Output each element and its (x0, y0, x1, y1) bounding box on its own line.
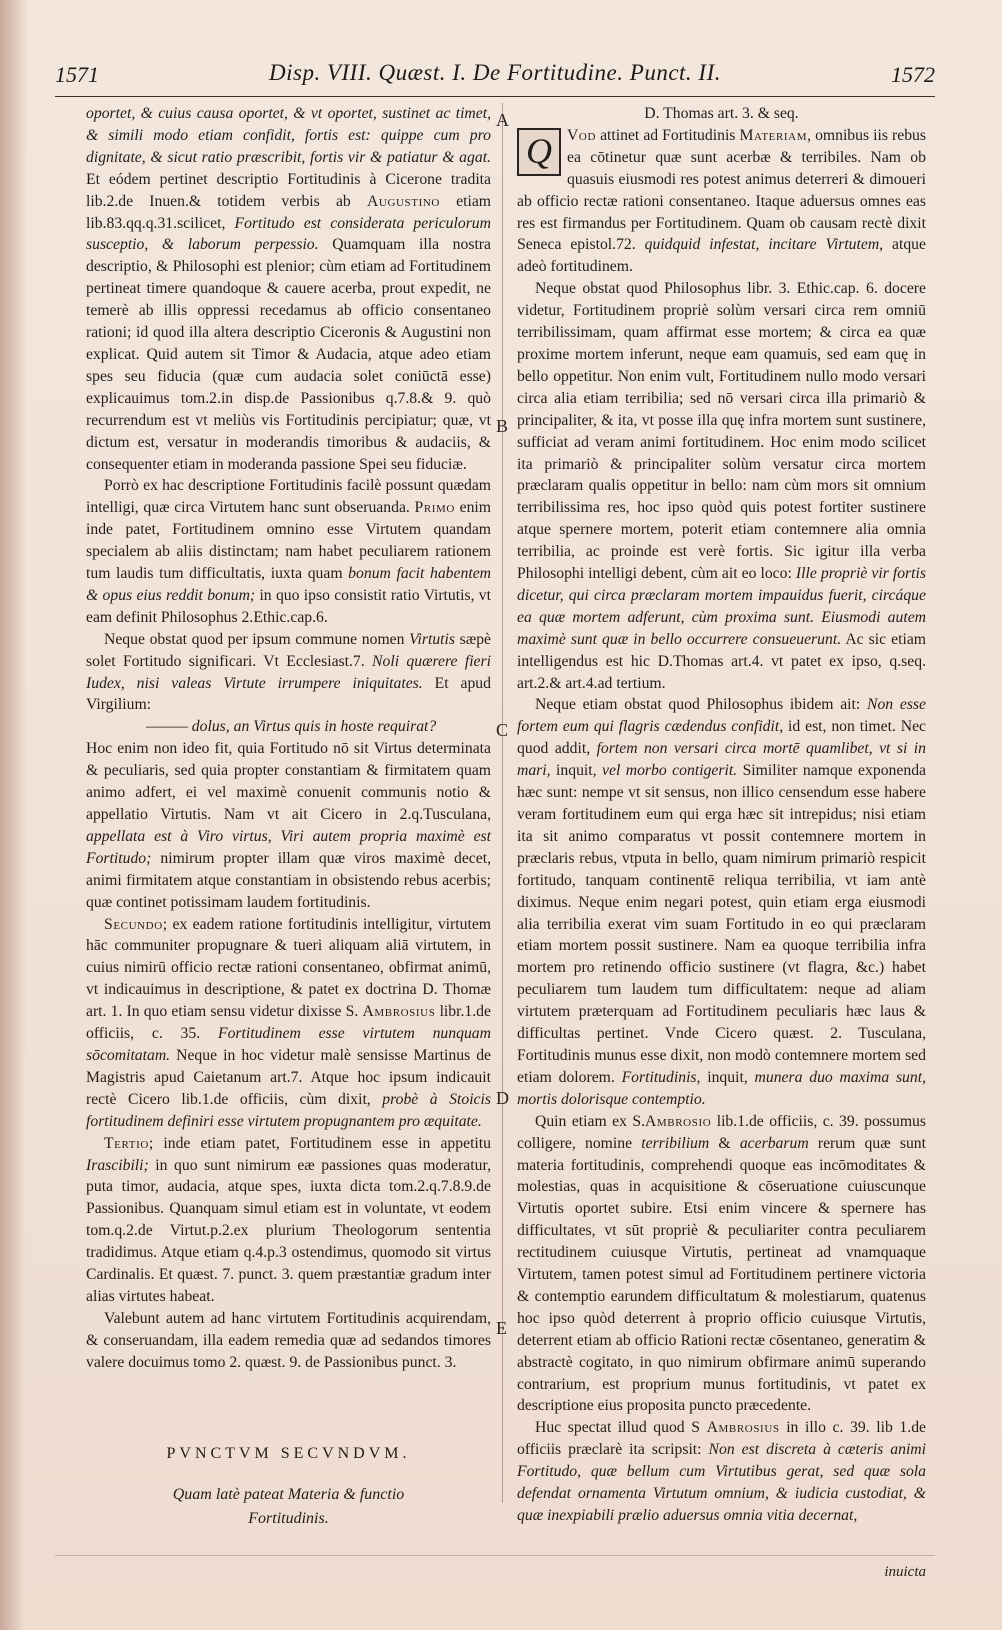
body-text: , omnibus iis rebus ea cōtinetur quæ sunt acerbæ & terribiles. Nam ob quasuis eiusmodi res potest animus deterreri & dimoueri ab officio rectæ rationi consentaneo. Itaque aduersus omnes eas res est firmandus per Fortitudinem. Quam ob causam rectè dixit Seneca epistol.72. (517, 126, 926, 254)
quote-text: vel morbo contigerit. (602, 762, 738, 780)
quote-text: appellata est à Viro virtus, Viri autem propria maximè est Fortitudo; (86, 827, 491, 867)
running-header (55, 58, 935, 94)
paragraph-r5 (517, 1417, 926, 1527)
left-column (86, 103, 491, 1374)
column-divider (502, 103, 503, 1503)
ordinal-word: Primo (414, 499, 455, 517)
margin-letter-a: A (496, 110, 509, 130)
quote-text: Non esse fortem eum qui flagris cædendus confidit, (517, 696, 926, 736)
page-gutter-shadow (0, 0, 26, 1630)
body-text: in illo c. 39. lib 1.de officiis præclarè ita scripsit: (517, 1419, 926, 1459)
author-name: Ambrosius (362, 1003, 436, 1021)
paragraph-4 (86, 738, 491, 913)
keyword: Materiam (739, 126, 808, 144)
body-text: Neque in hoc videtur malè sensisse Martinus de Magistris apud Caietanum art.7. Atque hoc ipsum indicauit rectè Cicero lib.1.de officiis, cùm dixit, (86, 1046, 491, 1108)
paragraph-5 (86, 914, 491, 1133)
body-text: nimirum propter illam quæ viros maximè decet, animi firmitatem atque constantiam in obsistendo rebus acerbis; quæ continet potissimam laudem fortitudinis. (86, 849, 491, 911)
body-text: rerum quæ sunt materia fortitudinis, comprehendi quoque eas incōmoditates & molestias, quas in acquisitione & cōseruatione cuiuscunque Virtutis oportet subire. Etsi enim vincere & spernere has difficultates, vt sūt propriè & peculiariter contra peculiarem rectitudinem cuiusque Virtutis, pertineat ad vnamquaque Virtutem, tamen potest simul ad Fortitudinem pertinere victoria & contemptio earundem difficultatum & molestiarum, quatenus hoc ipso quòd deterrent à proprio officio cuiusque Virtutis, deterrent etiam ab officio Rationi rectæ cōsentaneo, generatim & abstractè cogitato, in quo nimirum obfirmare animū superando contrarium, est proprium munus fortitudinis, vt patet ex descriptione eius proposita puncto præcedente. (517, 1134, 927, 1415)
body-text: etiam lib.83.qq.q.31.scilicet, (86, 192, 491, 232)
header-title: Disp. VIII. Quæst. I. De Fortitudine. Punct. II. (269, 60, 721, 85)
body-text: Neque obstat quod Philosophus libr. 3. Ethic.cap. 6. docere videtur, Fortitudinem propriè solùm versari circa rem omniū terribilissimam, quam affirmat esse mortem; & circa ea quæ proxime mortem inferunt, neque eam quamuis, sed eam quę in bello oppetitur. Non enim vult, Fortitudinem nullo modo versari circa alia etiam terribilia; sed nō versari circa illa primariò & principaliter, & ita, vt posse illa quę infra mortem sunt sustinere, sufficiat ad veram animi fortitudinem. Hoc enim modo scilicet ita primariò & principaliter solùm versatur circa mortem præclaram qualis oppetitur in bello: nam cùm mors sit omnium terribilissima res, hoc ipso quòd quis potest fortiter sustinere atque spernere mortem, poterit etiam contemnere alia omnia terribilia, ac proinde est verè fortis. Sic igitur illa verba Philosophi intelligi debent, cùm ait eo loco: (517, 280, 926, 583)
paragraph-r1 (517, 125, 926, 278)
author-name: Augustino (366, 192, 440, 210)
body-text: ; inde etiam patet, Fortitudinem esse in appetitu (148, 1134, 491, 1152)
body-text: inquit, (550, 762, 603, 780)
body-text: Hoc enim non ideo fit, quia Fortitudo nō sit Virtus determinata & peculiaris, sed quia propter constantiam & firmitatem quam animo adfert, ei vel maximè conuenit communis notio & appellatio Virtutis. Nam vt ait Cicero in 2.q.Tusculana, (86, 740, 491, 823)
section-subtitle-line-2: Fortitudinis. (248, 1510, 329, 1527)
section-heading: PVNCTVM SECVNDVM. (166, 1445, 411, 1462)
body-text: Neque etiam obstat quod Philosophus ibidem ait: (535, 696, 867, 714)
reference-line: D. Thomas art. 3. & seq. (644, 105, 799, 122)
quote-text: quidquid infestat, incitare Virtutem (644, 236, 880, 254)
margin-letter-d: D (496, 1088, 509, 1108)
body-text: Similiter namque exponenda hæc sunt: nempe vt sit sensus, non illico censendum esse habere veram fortitudinem eum qui erga hæc sit intrepidus; nisi etiam ita sit animo comparatus vt possit contemnere mortem in præclaris rebus, vtputa in bello, quam nimirum primariò respicit fortitudo, tanquam continentē reliqua terribilia, vt iam antè diximus. Neque enim negari potest, quin etiam erga eiusmodi alia terribilia exerat vim suam Fortitudo in eo qui præclaram etiam mortem possit sustinere. Nam ea quoque terribilia infra mortem pro retinendo officio sustinere (vt flagra, &c.) habet peculiarem tum laudem tum difficultatem: neque ad aliam virtutem præterquam ad Fortitudinem peculiaris hæc laus & difficultas pertinet. Vnde Cicero quæst. 2. Tusculana, Fortitudinis munus esse dixit, non modò contemnere mortem sed etiam dolorem. (517, 762, 926, 1086)
body-text: enim inde patet, Fortitudinem omnino esse Virtutem quandam specialem ab aliis distinctam; nam habet peculiarem rationem tum laudis tum difficultatis, iuxta quam (86, 499, 491, 583)
body-text: lib.1.de officiis, c. 39. possumus colligere, nomine (517, 1112, 926, 1152)
opening-word: Vod (567, 126, 597, 144)
page-number-right: 1572 (891, 62, 935, 87)
paragraph-3 (86, 629, 491, 717)
margin-letter-c: C (496, 720, 509, 740)
body-text: Et apud Virgilium: (86, 674, 491, 714)
quote-text: fortem non versari circa mortē quamlibet, vt si in mari, (517, 740, 926, 780)
body-text: in quo sunt nimirum eæ passiones quas moderatur, puta timor, audacia, atque spes, iuxta dicta tom.2.q.7.8.9.de Passionibus. Quanquam simul etiam est in voluntate, vt eodem tom.q.2.de Virtut.p.2.ex plurium Theologorum sententia tradidimus. Atque etiam q.4.p.3 ostendimus, quomodo sit virtus Cardinalis. Et quæst. 7. punct. 3. quem præstantiæ gradum inter alias virtutes habeat. (86, 1156, 491, 1305)
ordinal-word: Secundo (104, 915, 163, 933)
paragraph-2 (86, 475, 491, 628)
quote-text: Virtutis (409, 630, 455, 648)
quote-text: Fortitudinis (621, 1068, 697, 1086)
body-text: , atque adeò fortitudinem. (517, 236, 926, 276)
quote-text: Irascibili; (86, 1156, 149, 1174)
paragraph-r4 (517, 1111, 926, 1418)
body-text: libr.1.de officiis, c. 35. (86, 1003, 491, 1043)
body-text: ; ex eadem ratione fortitudinis intelligitur, virtutem hāc communiter propugnare & tueri aliquam aliā virtutem, in cuius nimirū officio rectæ rationi consentaneo, obfirmat animū, vt indicauimus in descriptione, & patet ex doctrina D. Thomæ art. 1. In quo etiam sensu videtur dixisse S. (86, 915, 491, 1021)
body-text: Neque obstat quod per ipsum commune nomen (104, 630, 410, 648)
quote-text: munera duo maxima sunt, mortis dolorisque contemptio. (517, 1068, 927, 1108)
section-subtitle (86, 1483, 491, 1531)
margin-letter-e: E (496, 1318, 507, 1338)
ordinal-word: Tertio (104, 1134, 149, 1152)
drop-cap-initial: Q (517, 128, 561, 176)
body-text: sæpè solet Fortitudo significari. Vt Ecclesiast.7. (86, 630, 491, 670)
body-text: Quin etiam ex S. (535, 1112, 645, 1130)
body-text: & (709, 1134, 740, 1152)
quote-text: terribilium (641, 1134, 710, 1152)
quote-text: Fortitudo est considerata periculorum susceptio, & laborum perpessio. (86, 214, 491, 254)
section-subtitle-line-1: Quam latè pateat Materia & functio (172, 1486, 405, 1503)
catchword: inuicta (884, 1564, 926, 1580)
body-text: , inquit, (696, 1068, 755, 1086)
paragraph-6 (86, 1133, 491, 1308)
author-name: Ambrosio (645, 1112, 712, 1130)
body-text: id est, non timet. Nec quod addit, (517, 718, 926, 758)
page-number-left: 1571 (55, 62, 99, 87)
margin-letter-b: B (496, 416, 509, 436)
quote-text: probè à Stoicis fortitudinem definiri esse virtutem propugnantem pro æquitate. (86, 1090, 491, 1130)
body-text: Ac sic etiam intelligendus est hic D.Thomas art.4. vt patet ex ipso, q.seq. art.2.& art.4.ad tertium. (517, 630, 926, 692)
author-name: Ambrosius (706, 1419, 780, 1437)
quote-text: oportet, & cuius causa oportet, & vt oportet, sustinet ac timet, & simili modo etiam confidit, fortis est: quippe cum pro dignitate, & sicut ratio præscribit, fortis vir & patiatur & agat. (86, 105, 491, 166)
quote-text: bonum facit habentem & opus eius reddit bonum; (86, 565, 491, 604)
body-text: in quo ipso consistit ratio Virtutis, vt eam definit Philosophus 2.Ethic.cap.6. (86, 586, 491, 626)
paragraph-r3 (517, 694, 926, 1110)
paragraph-7: Valebunt autem ad hanc virtutem Fortitudinis acquirendam, & conseruandam, illa eadem remedia quæ ad sedandos timores valere docuimus tomo 2. quæst. 9. de Passionibus punct. 3. (86, 1309, 491, 1371)
body-text: Quamquam illa nostra descriptio, & Philosophi est plenior; cùm etiam ad Fortitudinem pertineat timere quandoque & cauere acerba, prout expedit, ne temerè ab illis oppressi recedamus ab officio consentaneo rationi; id quod illa altera descriptio Ciceronis & Augustini non explicat. Quid autem sit Timor & Audacia, atque adeo etiam spes seu fiducia (quæ cum audacia solet coniūctā esse) explicauimus tom.2.in disp.de Passionibus q.7.8.& 9. quò recurrendum est vt meliùs vis Fortitudinis percipiatur; quæ, vt dictum est, versatur in moderandis timoribus & audaciis, & consequenter etiam in moderanda passione Spei seu fiduciæ. (86, 236, 491, 473)
right-column (517, 103, 926, 1527)
quote-text: Ille propriè vir fortis dicetur, qui circa præclaram mortem impauidus fuerit, circáque ea quæ mortem adferunt, cùm proxima sunt. Eiusmodi autem maximè sunt quæ in bello occurrere consueuerunt. (517, 565, 926, 648)
quote-text: Noli quærere fieri Iudex, nisi valeas Virtute irrumpere iniquitates. (86, 652, 491, 692)
quote-text: acerbarum (739, 1134, 809, 1152)
body-text: Porrò ex hac descriptione Fortitudinis facilè possunt quædam intelligi, quæ circa Virtutem hanc sunt obseruanda. (86, 477, 491, 517)
paragraph-1 (86, 103, 491, 475)
header-rule (55, 96, 935, 97)
paragraph-r2 (517, 278, 926, 694)
body-text: Et eódem pertinet descriptio Fortitudinis à Cicerone tradita lib.2.de Inuen.& totidem verbis ab (86, 170, 491, 210)
body-text: Huc spectat illud quod S (535, 1419, 707, 1437)
verse-quote: ——— dolus, an Virtus quis in hoste requirat? (146, 718, 437, 736)
quote-text: Non est discreta à cæteris animi Fortitudo, quæ bellum cum Virtutibus gerat, sed quæ sola defendat ornamenta Virtutum omnium, & iudicia custodiat, & quæ inexpiabili prælio aduersus omnia vitia decernat, (517, 1441, 926, 1524)
body-text: attinet ad Fortitudinis (596, 126, 740, 144)
bottom-rule (55, 1555, 935, 1556)
quote-text: Fortitudinem esse virtutem nunquam sōcomitatam. (86, 1025, 491, 1064)
